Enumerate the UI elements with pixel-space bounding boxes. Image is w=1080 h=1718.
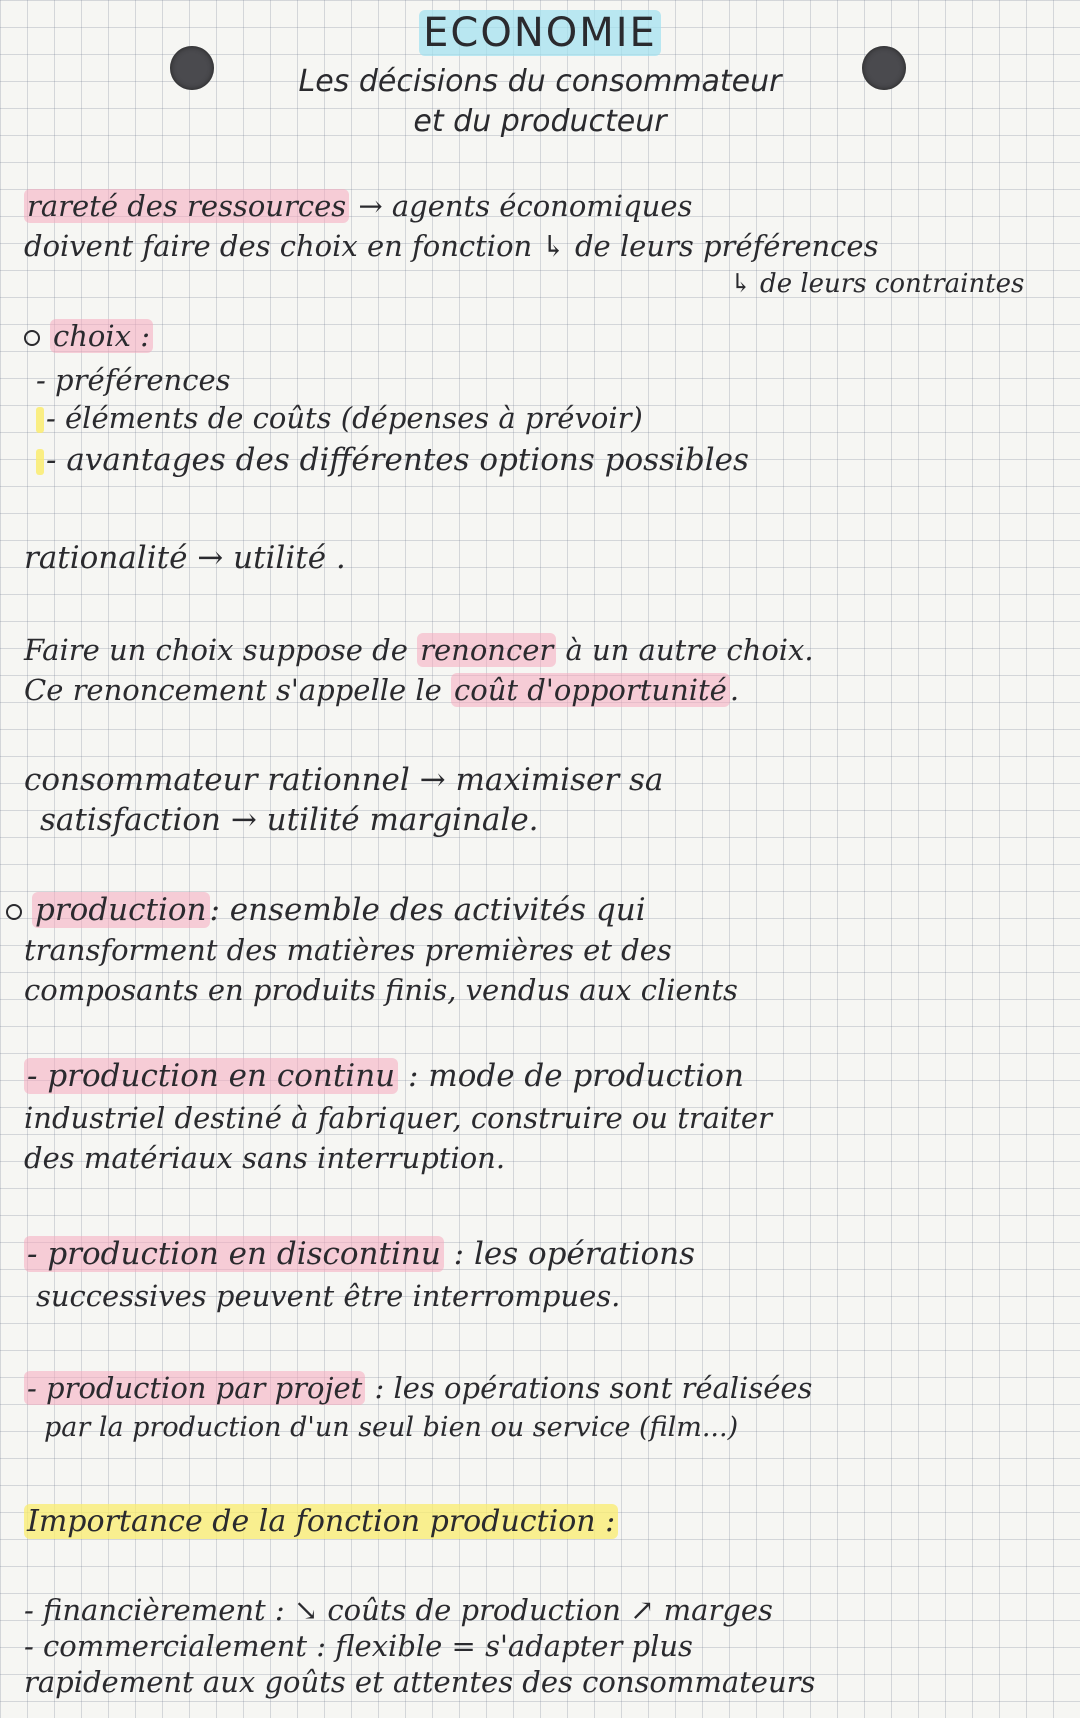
highlight: choix : — [50, 319, 153, 353]
note-line — [24, 1628, 1060, 1664]
note-text: : les opérations — [443, 1236, 696, 1272]
highlight: renoncer — [417, 633, 556, 667]
note-line — [24, 1370, 1060, 1406]
note-text: - éléments de coûts (dépenses à prévoir) — [46, 401, 643, 435]
highlight: rareté des ressources — [24, 189, 349, 223]
highlight-mark — [36, 407, 44, 433]
note-line: consommateur rationnel → maximiser sa — [24, 762, 664, 798]
note-line: rationalité → utilité . — [24, 540, 346, 576]
bullet-icon — [24, 330, 40, 346]
note-line: composants en produits finis, vendus aux clients — [24, 973, 738, 1007]
note-line: des matériaux sans interruption. — [24, 1141, 506, 1175]
note-text: : les opérations sont réalisées — [365, 1371, 813, 1405]
note-line: ↳ de leurs contraintes — [730, 269, 1025, 299]
note-line — [24, 1236, 1060, 1272]
subtitle-line-2: et du producteur — [413, 104, 667, 139]
note-line: rapidement aux goûts et attentes des consommateurs — [24, 1665, 816, 1699]
note-line — [36, 442, 1060, 478]
highlight: - production par projet — [24, 1371, 365, 1405]
note-line: transforment des matières premières et des — [24, 933, 672, 967]
note-line — [24, 1058, 1060, 1094]
note-text: . — [729, 673, 740, 707]
note-line: successives peuvent être interrompues. — [36, 1279, 621, 1313]
note-text: - commercialement — [24, 1629, 307, 1663]
note-text: Ce renoncement s'appelle le — [24, 673, 452, 707]
note-text: : mode de production — [398, 1058, 744, 1094]
note-line — [24, 318, 1060, 354]
note-line: - financièrement : ↘ coûts de production ↗ marges — [24, 1593, 773, 1627]
note-line: - préférences — [36, 363, 231, 397]
highlight: Importance de la fonction production : — [24, 1504, 618, 1539]
subtitle-line-1: Les décisions du consommateur — [298, 64, 782, 99]
highlight: - production en continu — [24, 1058, 398, 1094]
note-line — [6, 892, 1060, 928]
bullet-icon — [6, 904, 22, 920]
note-line — [24, 1504, 1060, 1540]
note-line — [24, 188, 1060, 224]
note-line — [24, 632, 1060, 668]
note-text: : ensemble des activités qui — [209, 892, 646, 928]
note-line — [36, 400, 1060, 436]
highlight: - production en discontinu — [24, 1236, 444, 1272]
note-text: : flexible = s'adapter plus — [306, 1629, 693, 1663]
note-line: satisfaction → utilité marginale. — [40, 802, 539, 838]
note-text: → agents économiques — [358, 189, 693, 223]
highlight-mark — [36, 449, 44, 475]
note-line: doivent faire des choix en fonction ↳ de leurs préférences — [24, 229, 879, 263]
page-title — [0, 10, 1080, 56]
note-line: industriel destiné à fabriquer, construire ou traiter — [24, 1101, 772, 1135]
note-text: à un autre choix. — [556, 633, 814, 667]
highlight: coût d'opportunité — [451, 673, 730, 707]
title-text: ECONOMIE — [419, 10, 661, 56]
note-text: - avantages des différentes options possibles — [46, 442, 749, 478]
highlight: production — [32, 892, 210, 928]
note-text: Faire un choix suppose de — [24, 633, 418, 667]
note-line — [24, 672, 1060, 708]
note-line: par la production d'un seul bien ou service (film...) — [44, 1412, 739, 1443]
